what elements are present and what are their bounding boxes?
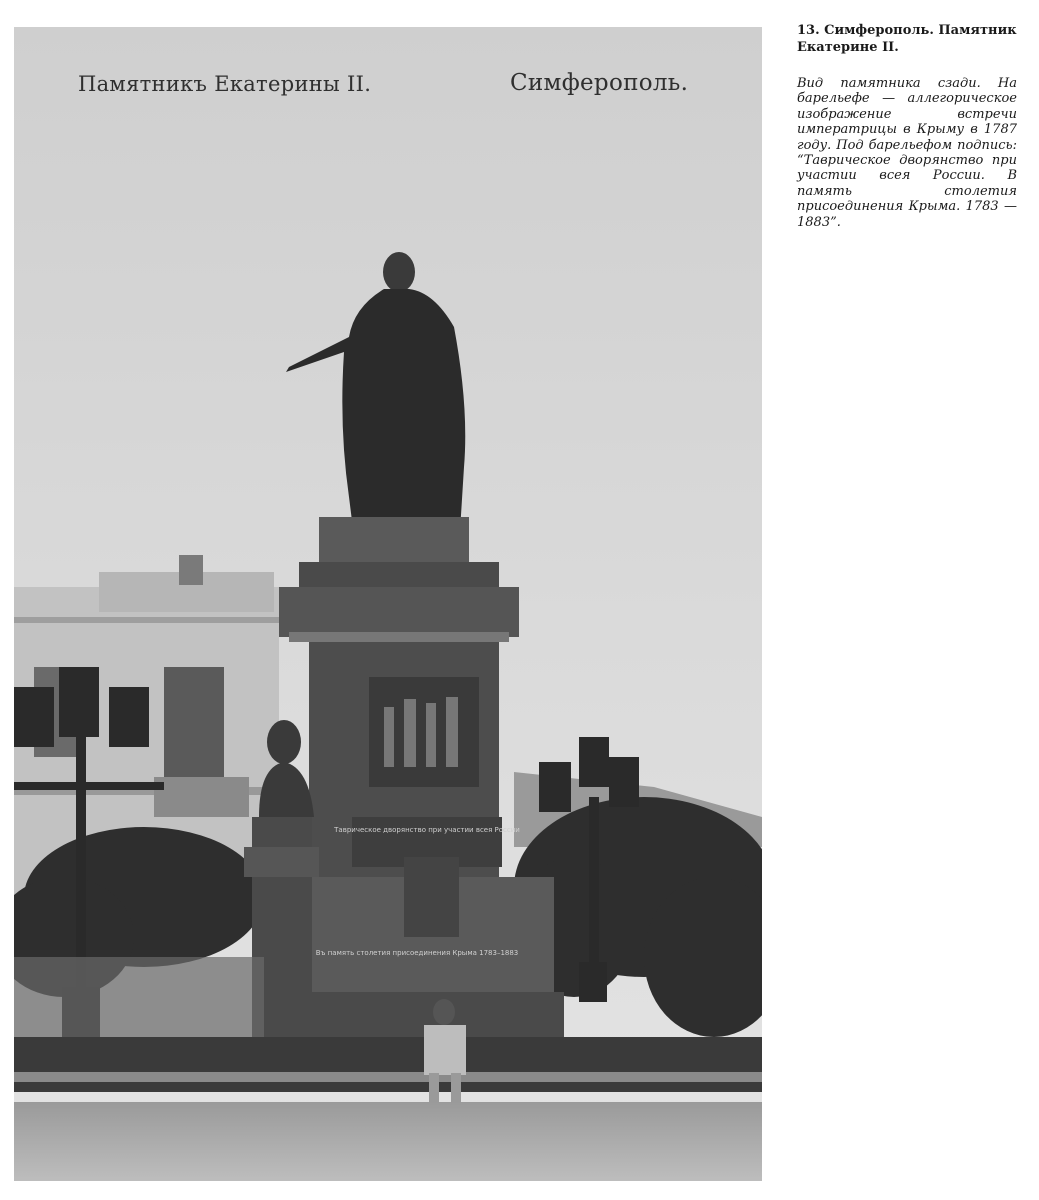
plate-heading: 13. Симферополь. Памятник Екатерине II. (797, 23, 1017, 55)
plate-description: Вид памятника сзади. На барельефе — аллегорическое изображение встречи императрицы в Крыму в 1787 году. Под барельефом подпись: “Таврическое дворянство при участии всея России. В память столетия присоединения Крыма. 1783 — 1883”. (797, 76, 1017, 230)
bench-rail (14, 1072, 762, 1082)
text-column (797, 22, 1017, 230)
hedge (14, 1037, 762, 1092)
plaque-upper: Таврическое дворянство при участии всея России (334, 826, 520, 834)
postcard-photo (14, 27, 762, 1181)
postcard-caption-right: Симферополь. (510, 70, 689, 96)
plaque-lower: Въ память столетия присоединения Крыма 1783–1883 (315, 949, 519, 957)
monument-illustration (14, 27, 762, 1181)
ground (14, 1102, 762, 1181)
fence (14, 957, 264, 1037)
postcard-caption-left: Памятникъ Екатерины II. (78, 72, 372, 96)
